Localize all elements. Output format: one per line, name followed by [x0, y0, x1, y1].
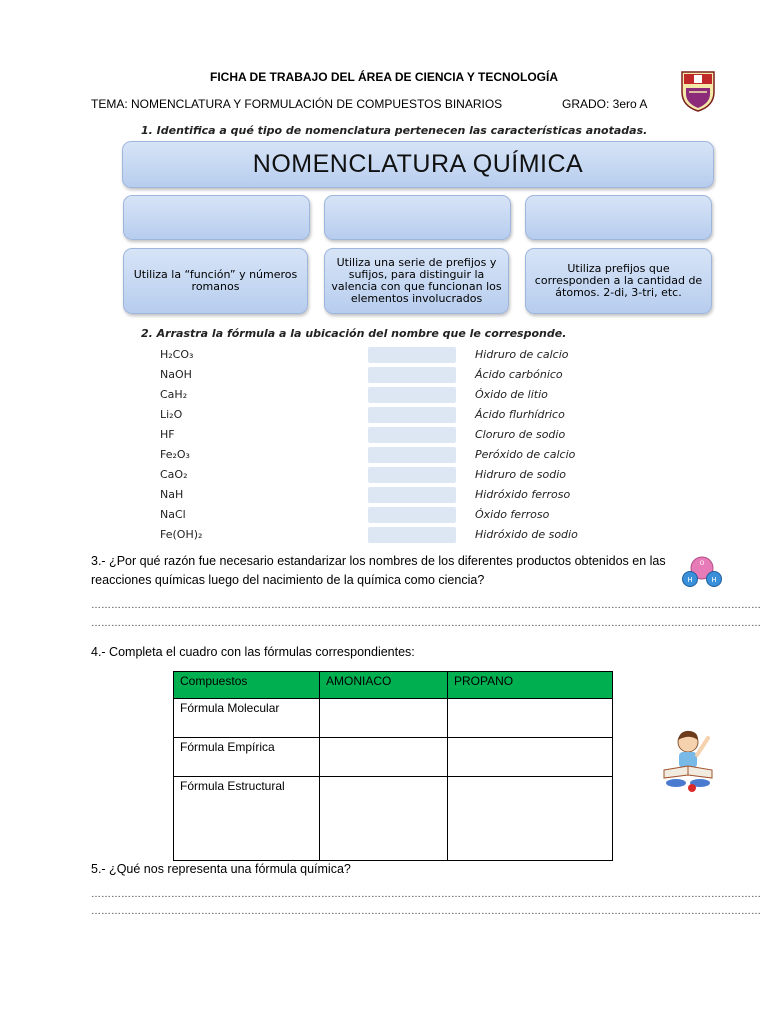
- formula-item[interactable]: CaH₂: [160, 388, 188, 401]
- table-row-label: Fórmula Molecular: [174, 699, 320, 738]
- compound-name: Óxido ferroso: [475, 508, 550, 521]
- compound-name: Cloruro de sodio: [475, 428, 566, 441]
- formula-item[interactable]: Fe₂O₃: [160, 448, 190, 461]
- table-cell[interactable]: [320, 777, 448, 861]
- topic-label: TEMA: NOMENCLATURA Y FORMULACIÓN DE COMPUESTOS BINARIOS: [91, 97, 503, 111]
- compound-name: Hidruro de calcio: [475, 348, 569, 361]
- svg-text:O: O: [699, 560, 705, 567]
- answer-line[interactable]: …………………………………………………………………………………………………………………………………………………………………………………: [91, 889, 761, 900]
- grade-label: GRADO: 3ero A: [562, 97, 648, 111]
- answer-line[interactable]: …………………………………………………………………………………………………………………………………………………………………………………: [91, 618, 761, 629]
- table-cell[interactable]: [320, 699, 448, 738]
- drop-slot[interactable]: [368, 407, 456, 423]
- drop-slot[interactable]: [368, 367, 456, 383]
- formula-item[interactable]: H₂CO₃: [160, 348, 194, 361]
- description-box-2: Utiliza una serie de prefijos y sufijos, para distinguir la valencia con que funcionan los elementos involucrados: [324, 248, 509, 314]
- drop-slot[interactable]: [368, 507, 456, 523]
- formula-item[interactable]: NaCl: [160, 508, 186, 521]
- question-4-text: 4.- Completa el cuadro con las fórmulas correspondientes:: [91, 645, 415, 659]
- school-crest-icon: [680, 68, 716, 112]
- table-cell[interactable]: [448, 738, 613, 777]
- drop-slot[interactable]: [368, 527, 456, 543]
- compound-name: Hidróxido de sodio: [475, 528, 578, 541]
- child-reading-icon: [660, 728, 720, 794]
- compound-name: Óxido de litio: [475, 388, 548, 401]
- answer-box-1[interactable]: [123, 195, 310, 240]
- diagram-title: NOMENCLATURA QUÍMICA: [122, 141, 714, 188]
- formulas-table: [173, 671, 613, 861]
- formula-item[interactable]: CaO₂: [160, 468, 188, 481]
- formula-item[interactable]: NaOH: [160, 368, 192, 381]
- table-cell[interactable]: [448, 777, 613, 861]
- table-header: PROPANO: [448, 672, 613, 699]
- drop-slot[interactable]: [368, 347, 456, 363]
- drop-slot[interactable]: [368, 447, 456, 463]
- table-cell[interactable]: [448, 699, 613, 738]
- answer-line[interactable]: …………………………………………………………………………………………………………………………………………………………………………………: [91, 906, 761, 917]
- svg-text:H: H: [711, 576, 717, 584]
- answer-box-3[interactable]: [525, 195, 712, 240]
- drop-slot[interactable]: [368, 427, 456, 443]
- compound-name: Ácido carbónico: [475, 368, 563, 381]
- answer-box-2[interactable]: [324, 195, 511, 240]
- drop-slot[interactable]: [368, 467, 456, 483]
- question-1-heading: 1. Identifica a qué tipo de nomenclatura pertenecen las características anotadas.: [141, 124, 648, 137]
- water-molecule-icon: [680, 555, 724, 589]
- description-box-1: Utiliza la “función” y números romanos: [123, 248, 308, 314]
- table-cell[interactable]: [320, 738, 448, 777]
- table-row-label: Fórmula Empírica: [174, 738, 320, 777]
- drop-slot[interactable]: [368, 487, 456, 503]
- compound-name: Hidruro de sodio: [475, 468, 567, 481]
- svg-text:H: H: [687, 576, 693, 584]
- compound-name: Ácido flurhídrico: [475, 408, 565, 421]
- formula-item[interactable]: Li₂O: [160, 408, 183, 421]
- formula-item[interactable]: Fe(OH)₂: [160, 528, 203, 541]
- question-5-text: 5.- ¿Qué nos representa una fórmula química?: [91, 862, 351, 876]
- formula-item[interactable]: NaH: [160, 488, 184, 501]
- table-row-label: Fórmula Estructural: [174, 777, 320, 861]
- answer-line[interactable]: …………………………………………………………………………………………………………………………………………………………………………………: [91, 600, 761, 611]
- drop-slot[interactable]: [368, 387, 456, 403]
- formula-item[interactable]: HF: [160, 428, 175, 441]
- table-header: AMONIACO: [320, 672, 448, 699]
- question-2-heading: 2. Arrastra la fórmula a la ubicación del nombre que le corresponde.: [141, 327, 567, 340]
- page-title: FICHA DE TRABAJO DEL ÁREA DE CIENCIA Y TECNOLOGÍA: [209, 70, 559, 84]
- compound-name: Peróxido de calcio: [475, 448, 576, 461]
- table-header: Compuestos: [174, 672, 320, 699]
- description-box-3: Utiliza prefijos que corresponden a la cantidad de átomos. 2-di, 3-tri, etc.: [525, 248, 712, 314]
- question-3-text: 3.- ¿Por qué razón fue necesario estandarizar los nombres de los diferentes productos obtenidos en las reacciones químicas luego del nacimiento de la química como ciencia?: [91, 554, 666, 587]
- compound-name: Hidróxido ferroso: [475, 488, 571, 501]
